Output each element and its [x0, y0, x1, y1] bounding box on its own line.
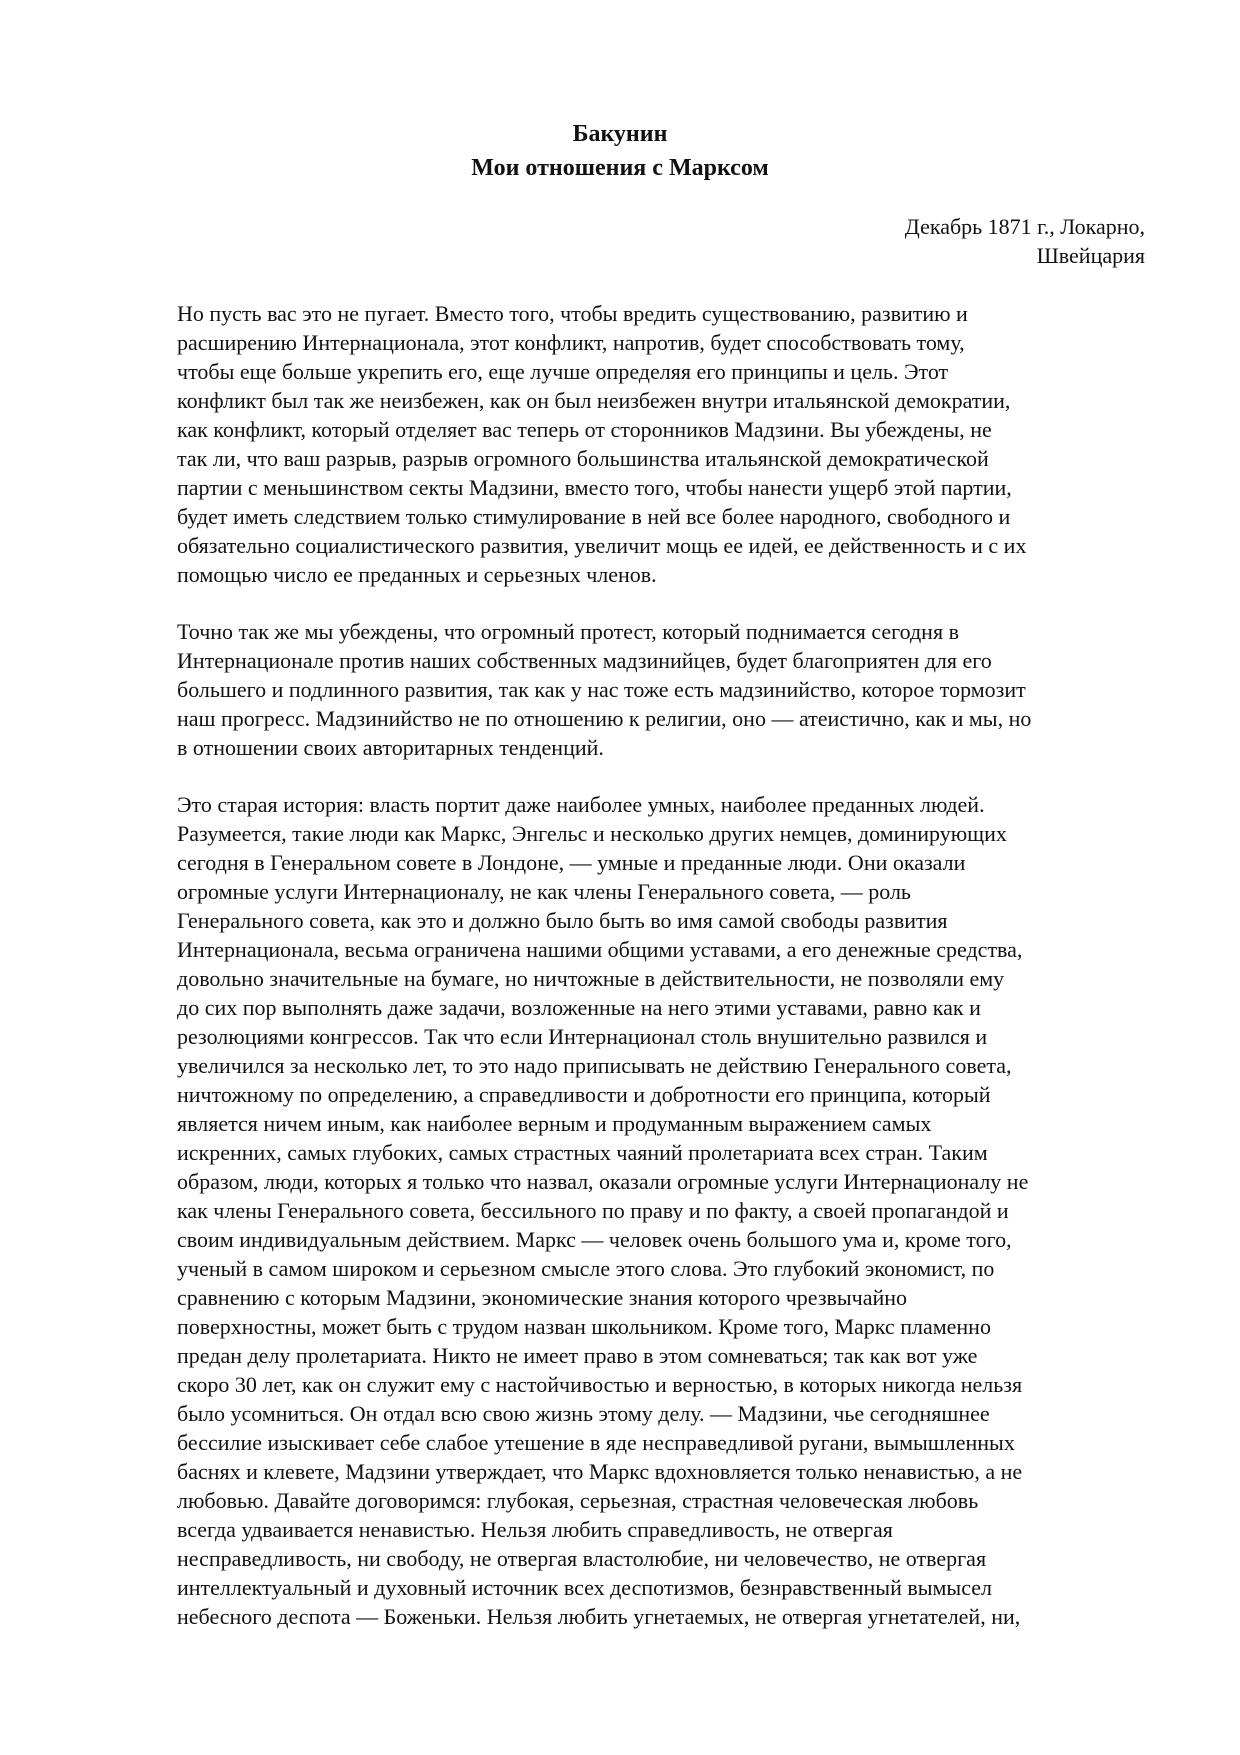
text-line: Разумеется, такие люди как Маркс, Энгельс и несколько других немцев, доминирующих [177, 821, 1007, 846]
text-line: искренних, самых глубоких, самых страстных чаяний пролетариата всех стран. Таким [177, 1140, 988, 1165]
text-line: поверхностны, может быть с трудом назван школьником. Кроме того, Маркс пламенно [177, 1314, 991, 1339]
author-title: Бакунин [572, 121, 668, 147]
text-line: было усомниться. Он отдал всю свою жизнь этому делу. — Мадзини, чье сегодняшнее [177, 1401, 990, 1426]
text-line: образом, люди, которых я только что назвал, оказали огромные услуги Интернационалу не [177, 1169, 1029, 1194]
text-line: обязательно социалистического развития, увеличит мощь ее идей, ее действенность и с их [177, 533, 1027, 558]
dateline-line: Декабрь 1871 г., Локарно, [904, 214, 1145, 239]
text-line: является ничем иным, как наиболее верным и продуманным выражением самых [177, 1111, 932, 1136]
text-line: ничтожному по определению, а справедливости и добротности его принципа, который [177, 1082, 991, 1107]
text-line: небесного деспота — Боженьки. Нельзя любить угнетаемых, не отвергая угнетателей, ни, [177, 1604, 1021, 1629]
text-line: предан делу пролетариата. Никто не имеет право в этом сомневаться; так как вот уже [177, 1343, 978, 1368]
text-line: будет иметь следствием только стимулирование в ней все более народного, свободного и [177, 504, 1011, 529]
text-line: несправедливость, ни свободу, не отвергая властолюбие, ни человечество, не отвергая [177, 1546, 987, 1571]
text-line: Это старая история: власть портит даже наиболее умных, наиболее преданных людей. [177, 792, 985, 817]
text-line: партии с меньшинством секты Мадзини, вместо того, чтобы нанести ущерб этой партии, [177, 475, 1012, 500]
dateline-line: Швейцария [1036, 243, 1145, 268]
text-line: ученый в самом широком и серьезном смысле этого слова. Это глубокий экономист, по [177, 1256, 995, 1281]
text-line: как члены Генерального совета, бессильного по праву и по факту, а своей пропагандой и [177, 1198, 1009, 1223]
text-line: своим индивидуальным действием. Маркс — человек очень большого ума и, кроме того, [177, 1227, 1012, 1252]
text-line: довольно значительные на бумаге, но ничтожные в действительности, не позволяли ему [177, 966, 1005, 991]
text-line: Точно так же мы убеждены, что огромный протест, который поднимается сегодня в [177, 619, 959, 644]
work-title: Мои отношения с Марксом [471, 155, 769, 181]
text-line: наш прогресс. Мадзинийство не по отношению к религии, оно — атеистично, как и мы, но [177, 706, 1032, 731]
text-line: до сих пор выполнять даже задачи, возложенные на него этими уставами, равно как и [177, 995, 981, 1020]
text-line: скоро 30 лет, как он служит ему с настойчивостью и верностью, в которых никогда нельзя [177, 1372, 1023, 1397]
text-line: Интернационале против наших собственных мадзинийцев, будет благоприятен для его [177, 648, 992, 673]
text-line: Но пусть вас это не пугает. Вместо того, чтобы вредить существованию, развитию и [177, 301, 968, 326]
text-line: сегодня в Генеральном совете в Лондоне, — умные и преданные люди. Они оказали [177, 850, 966, 875]
text-line: сравнению с которым Мадзини, экономические знания которого чрезвычайно [177, 1285, 908, 1310]
text-line: Генерального совета, как это и должно было быть во имя самой свободы развития [177, 908, 948, 933]
text-line: Интернационала, весьма ограничена нашими общими уставами, а его денежные средства, [177, 937, 1023, 962]
paragraph-1 [177, 299, 1177, 589]
text-line: конфликт был так же неизбежен, как он был неизбежен внутри итальянской демократии, [177, 388, 1011, 413]
text-line: всегда удваивается ненавистью. Нельзя любить справедливость, не отвергая [177, 1517, 893, 1542]
text-line: как конфликт, который отделяет вас теперь от сторонников Мадзини. Вы убеждены, не [177, 417, 992, 442]
text-line: большего и подлинного развития, так как у нас тоже есть мадзинийство, которое тормозит [177, 677, 1026, 702]
text-line: увеличился за несколько лет, то это надо приписывать не действию Генерального совета, [177, 1053, 1012, 1078]
text-line: в отношении своих авторитарных тенденций. [177, 735, 604, 760]
text-line: помощью число ее преданных и серьезных членов. [177, 562, 657, 587]
text-line: так ли, что ваш разрыв, разрыв огромного большинства итальянской демократической [177, 446, 989, 471]
paragraph-2 [177, 617, 1177, 762]
text-line: чтобы еще больше укрепить его, еще лучше определяя его принципы и цель. Этот [177, 359, 949, 384]
text-line: резолюциями конгрессов. Так что если Интернационал столь внушительно развился и [177, 1024, 988, 1049]
text-line: огромные услуги Интернационалу, не как члены Генерального совета, — роль [177, 879, 911, 904]
text-line: интеллектуальный и духовный источник всех деспотизмов, безнравственный вымысел [177, 1575, 992, 1600]
paragraph-3 [177, 790, 1177, 1631]
dateline [905, 212, 1145, 270]
text-line: любовью. Давайте договоримся: глубокая, серьезная, страстная человеческая любовь [177, 1488, 979, 1513]
text-line: баснях и клевете, Мадзини утверждает, что Маркс вдохновляется только ненавистью, а не [177, 1459, 1023, 1484]
text-line: расширению Интернационала, этот конфликт, напротив, будет способствовать тому, [177, 330, 965, 355]
text-line: бессилие изыскивает себе слабое утешение в яде несправедливой ругани, вымышленных [177, 1430, 1015, 1455]
